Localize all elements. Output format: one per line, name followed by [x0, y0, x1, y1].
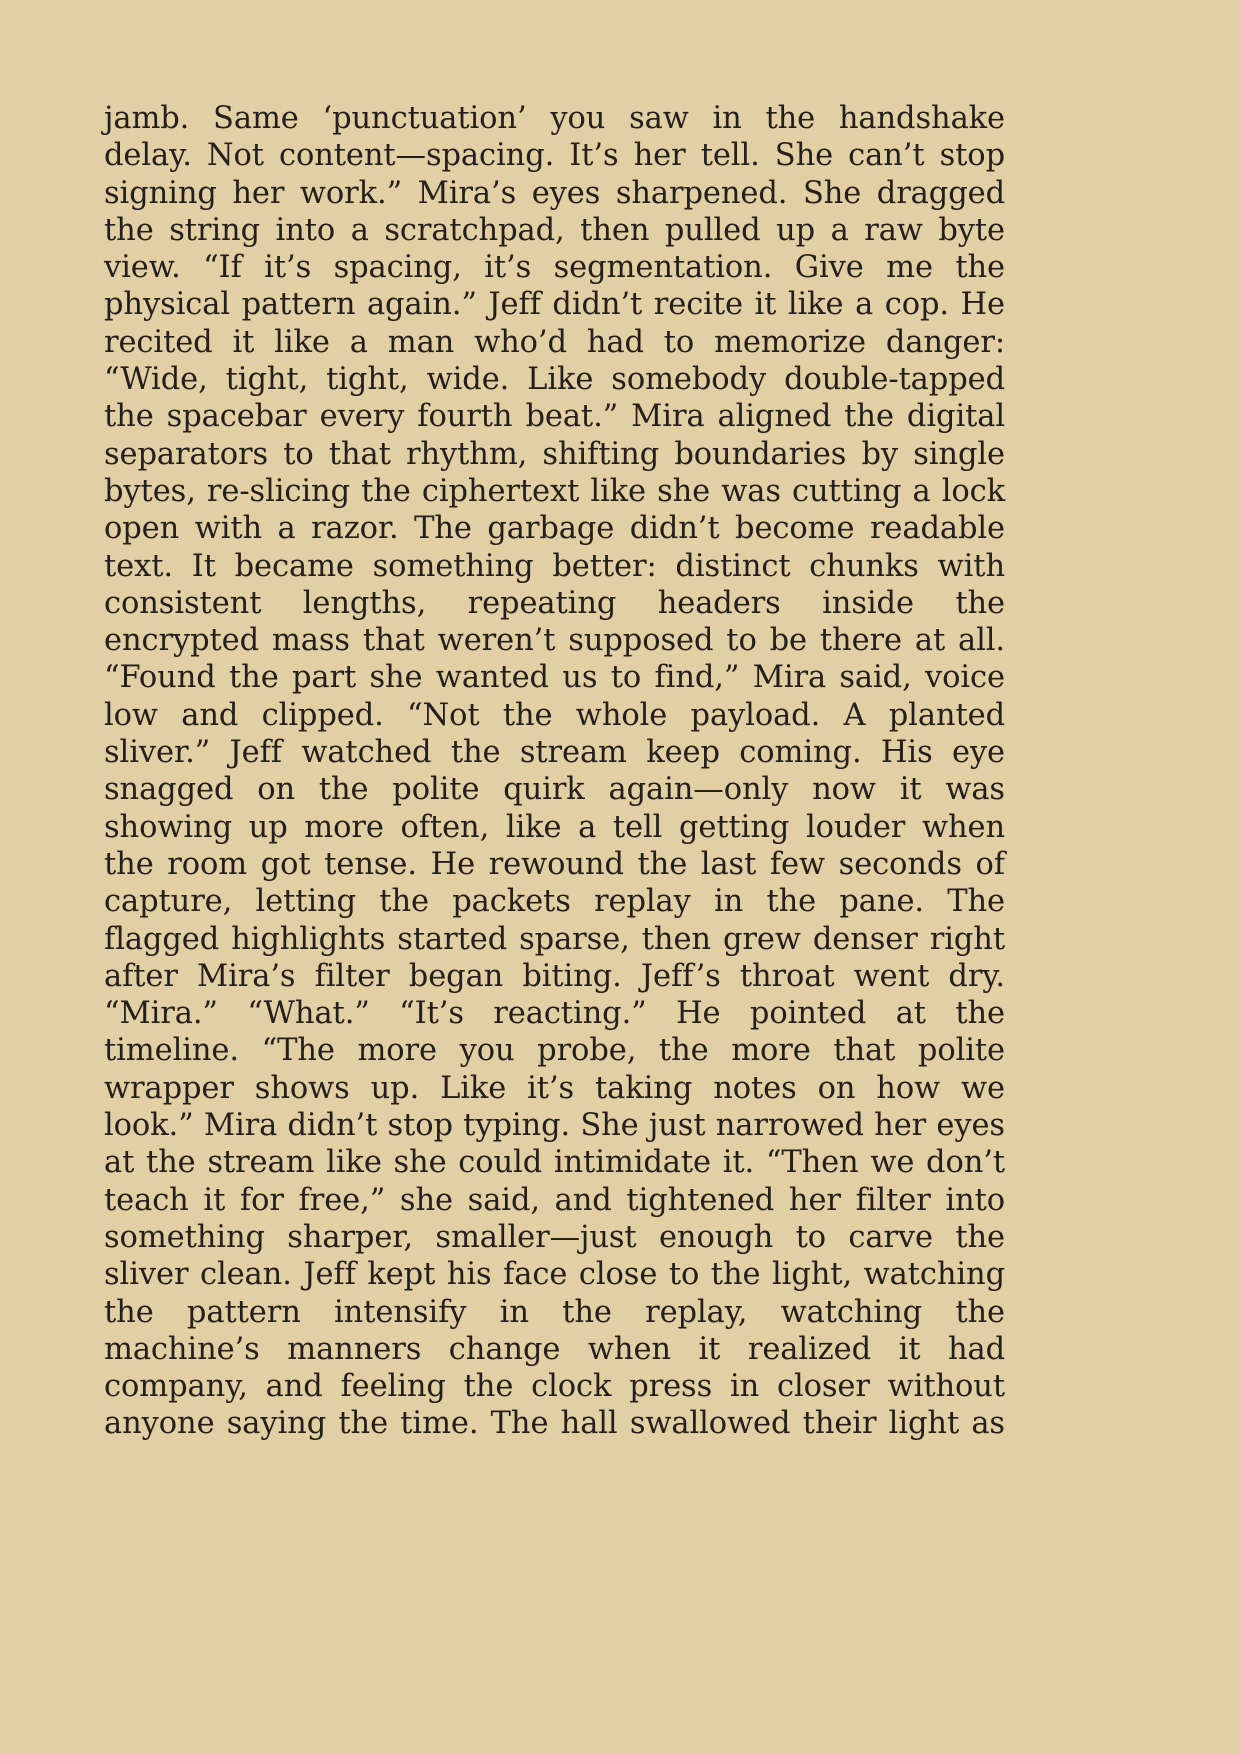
page-body-text: [104, 100, 1005, 1443]
body-paragraph: jamb. Same ‘punctuation’ you saw in the handshake delay. Not content—spacing. It’s her tell. She can’t stop signing her work.” Mira’s eyes sharpened. She dragged the string into a scratchpad, then pulled up a raw byte view. “If it’s spacing, it’s segmentation. Give me the physical pattern again.” Jeff didn’t recite it like a cop. He recited it like a man who’d had to memorize danger: “Wide, tight, tight, wide. Like somebody double-tapped the spacebar every fourth beat.” Mira aligned the digital separators to that rhythm, shifting boundaries by single bytes, re-slicing the ciphertext like she was cutting a lock open with a razor. The garbage didn’t become readable text. It became something better: distinct chunks with consistent lengths, repeating headers inside the encrypted mass that weren’t supposed to be there at all. “Found the part she wanted us to find,” Mira said, voice low and clipped. “Not the whole payload. A planted sliver.” Jeff watched the stream keep coming. His eye snagged on the polite quirk again—only now it was showing up more often, like a tell getting louder when the room got tense. He rewound the last few seconds of capture, letting the packets replay in the pane. The flagged highlights started sparse, then grew denser right after Mira’s filter began biting. Jeff’s throat went dry. “Mira.” “What.” “It’s reacting.” He pointed at the timeline. “The more you probe, the more that polite wrapper shows up. Like it’s taking notes on how we look.” Mira didn’t stop typing. She just narrowed her eyes at the stream like she could intimidate it. “Then we don’t teach it for free,” she said, and tightened her filter into something sharper, smaller—just enough to carve the sliver clean. Jeff kept his face close to the light, watching the pattern intensify in the replay, watching the machine’s manners change when it realized it had company, and feeling the clock press in closer without anyone saying the time. The hall swallowed their light as: [104, 101, 1005, 1442]
